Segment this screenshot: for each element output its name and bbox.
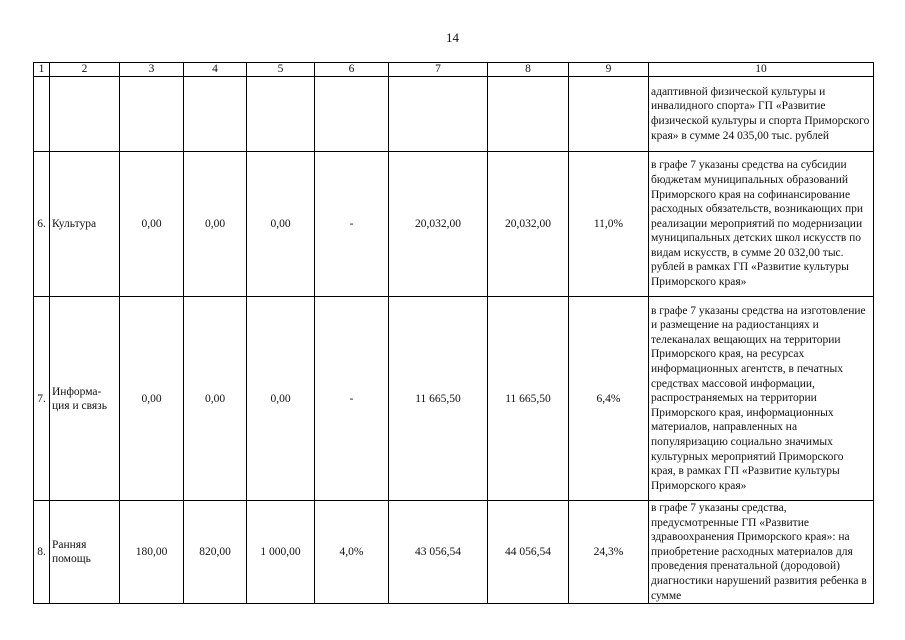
column-header: 9: [569, 63, 649, 77]
row-note: в графе 7 указаны средства на субсидии бюджетам муниципальных образований Приморского края на софинансирование расходных обязательств, возникающих при реализации мероприятий по модернизации муниципальных детских школ искусств по видам искусств, в сумме 20 032,00 тыс. рублей в рамках ГП «Развитие культуры Приморского края»: [649, 152, 874, 297]
column-header: 2: [50, 63, 120, 77]
cell-col7: 11 665,50: [389, 297, 488, 501]
cell-col5: 0,00: [247, 297, 315, 501]
column-header: 7: [389, 63, 488, 77]
cell-col3: 180,00: [120, 501, 184, 604]
cell-col5: 1 000,00: [247, 501, 315, 604]
row-number: 8.: [34, 501, 50, 604]
row-name: Информа- ция и связь: [50, 297, 120, 501]
row-name: Культура: [50, 152, 120, 297]
cell-col3: [120, 77, 184, 152]
column-header: 4: [184, 63, 247, 77]
cell-col8: 44 056,54: [488, 501, 569, 604]
cell-col3: 0,00: [120, 152, 184, 297]
cell-col4: 820,00: [184, 501, 247, 604]
cell-col5: [247, 77, 315, 152]
cell-col3: 0,00: [120, 297, 184, 501]
cell-col9: 11,0%: [569, 152, 649, 297]
cell-col7: [389, 77, 488, 152]
cell-col5: 0,00: [247, 152, 315, 297]
row-number: 7.: [34, 297, 50, 501]
cell-col9: 24,3%: [569, 501, 649, 604]
cell-col4: 0,00: [184, 297, 247, 501]
cell-col9: 6,4%: [569, 297, 649, 501]
cell-col7: 20,032,00: [389, 152, 488, 297]
cell-col4: [184, 77, 247, 152]
column-number-row: [34, 63, 874, 77]
row-number: [34, 77, 50, 152]
cell-col8: [488, 77, 569, 152]
cell-col6: -: [315, 152, 389, 297]
column-header: 10: [649, 63, 874, 77]
row-name: [50, 77, 120, 152]
row-name: Ранняя помощь: [50, 501, 120, 604]
cell-col8: 11 665,50: [488, 297, 569, 501]
table-row: [34, 297, 874, 501]
row-note: в графе 7 указаны средства на изготовление и размещение на радиостанциях и телеканалах вещающих на территории Приморского края, на ресурсах информационных агентств, в печатных средствах массовой информации, распространяемых на территории Приморского края, информационных материалов, направленных на популяризацию социально значимых культурных мероприятий Приморского края, в рамках ГП «Развитие культуры Приморского края»: [649, 297, 874, 501]
cell-col9: [569, 77, 649, 152]
cell-col6: 4,0%: [315, 501, 389, 604]
cell-col6: -: [315, 297, 389, 501]
cell-col4: 0,00: [184, 152, 247, 297]
row-note: адаптивной физической культуры и инвалидного спорта» ГП «Развитие физической культуры и спорта Приморского края» в сумме 24 035,00 тыс. рублей: [649, 77, 874, 152]
column-header: 5: [247, 63, 315, 77]
table-row: [34, 501, 874, 604]
column-header: 6: [315, 63, 389, 77]
cell-col6: [315, 77, 389, 152]
page-number: 14: [446, 30, 459, 45]
column-header: 1: [34, 63, 50, 77]
table-row: [34, 77, 874, 152]
cell-col8: 20,032,00: [488, 152, 569, 297]
table-row: [34, 152, 874, 297]
column-header: 3: [120, 63, 184, 77]
cell-col7: 43 056,54: [389, 501, 488, 604]
column-header: 8: [488, 63, 569, 77]
row-number: 6.: [34, 152, 50, 297]
budget-table: [33, 62, 874, 604]
row-note: в графе 7 указаны средства, предусмотренные ГП «Развитие здравоохранения Приморского края»: на приобретение расходных материалов для проведения пренатальной (дородовой) диагностики нарушений развития ребенка в сумме: [649, 501, 874, 604]
